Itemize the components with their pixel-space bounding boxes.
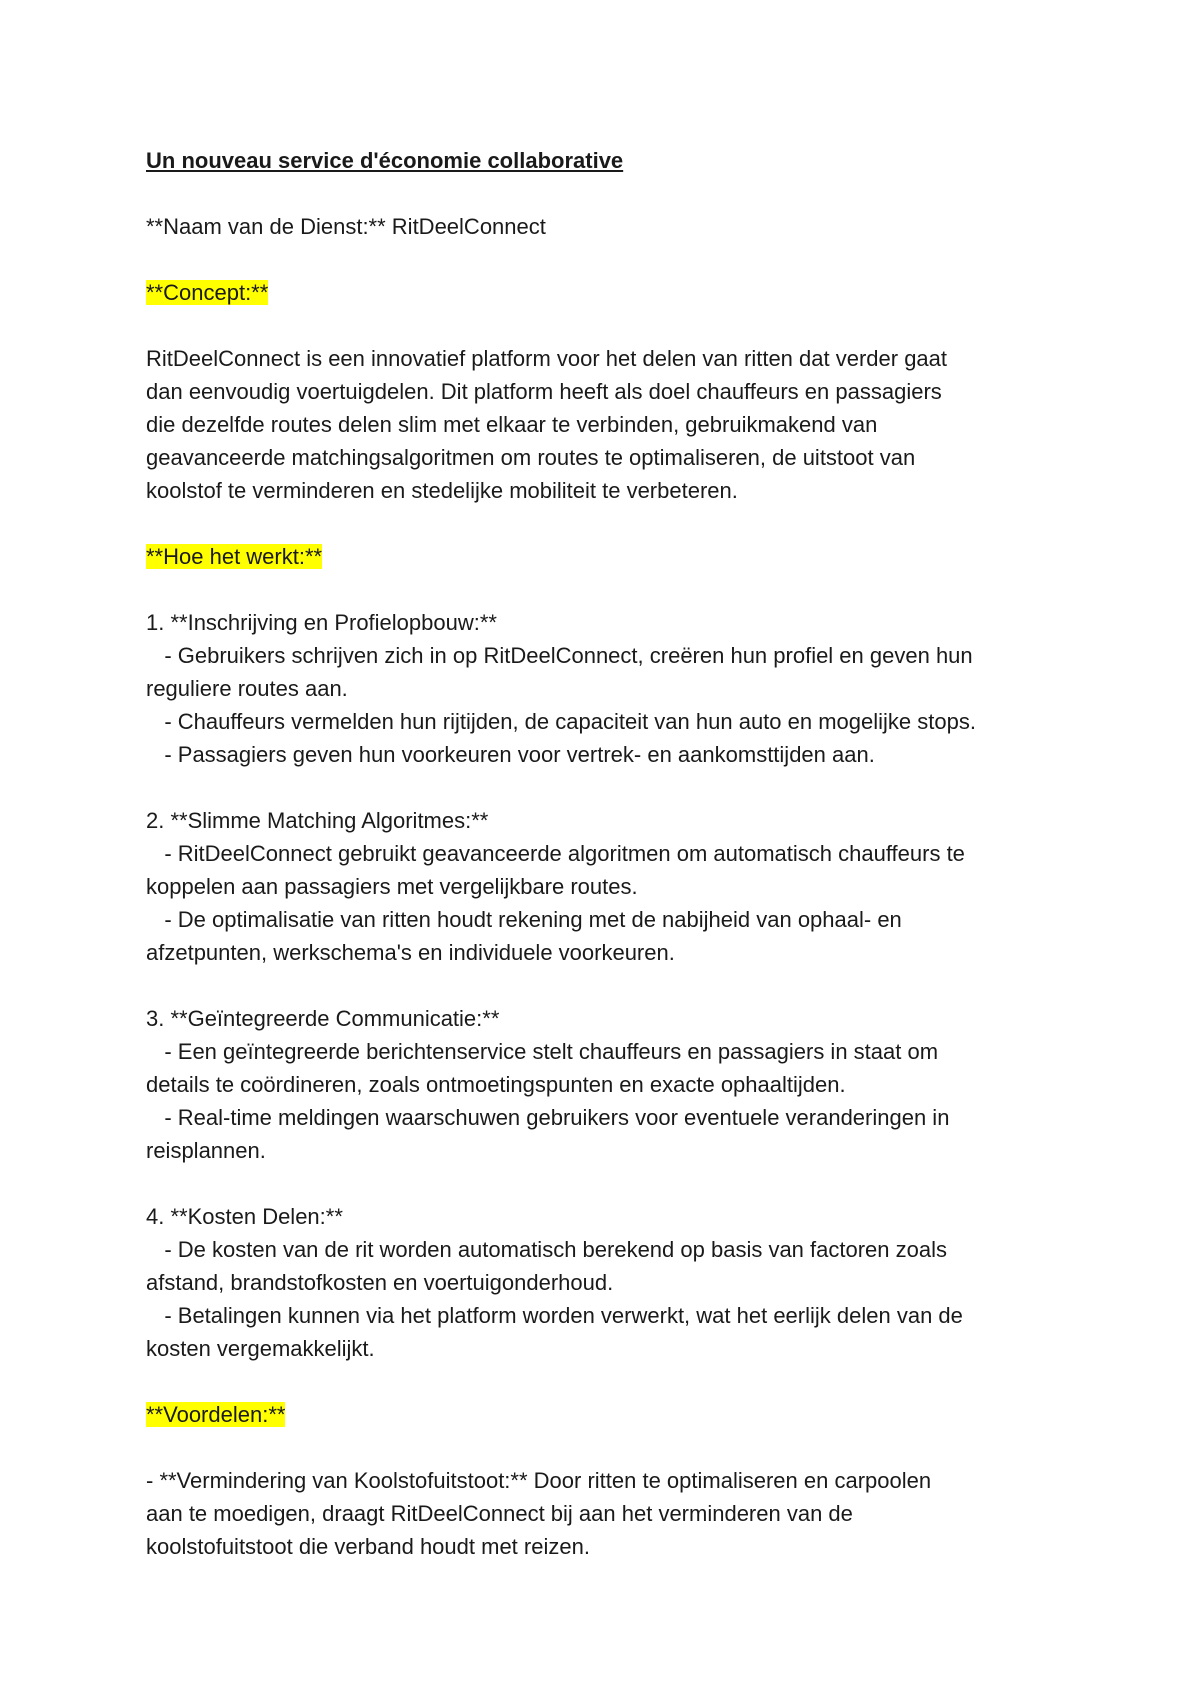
section-line: - Betalingen kunnen via het platform worden verwerkt, wat het eerlijk delen van de bbox=[146, 1303, 963, 1328]
section-line: - De kosten van de rit worden automatisch berekend op basis van factoren zoals bbox=[146, 1237, 947, 1262]
section-line: afzetpunten, werkschema's en individuele voorkeuren. bbox=[146, 940, 675, 965]
section-line: afstand, brandstofkosten en voertuigonderhoud. bbox=[146, 1270, 614, 1295]
section-title: 4. **Kosten Delen:** bbox=[146, 1204, 343, 1229]
section-registration bbox=[146, 606, 1076, 771]
concept-line: dan eenvoudig voertuigdelen. Dit platform heeft als doel chauffeurs en passagiers bbox=[146, 379, 942, 404]
section-line: - Chauffeurs vermelden hun rijtijden, de capaciteit van hun auto en mogelijke stops. bbox=[146, 709, 976, 734]
concept-line: geavanceerde matchingsalgoritmen om routes te optimaliseren, de uitstoot van bbox=[146, 445, 916, 470]
section-title: 2. **Slimme Matching Algoritmes:** bbox=[146, 808, 489, 833]
section-line: - Real-time meldingen waarschuwen gebruikers voor eventuele veranderingen in bbox=[146, 1105, 950, 1130]
section-cost-sharing bbox=[146, 1200, 1076, 1365]
section-line: - Gebruikers schrijven zich in op RitDeelConnect, creëren hun profiel en geven hun bbox=[146, 643, 973, 668]
benefits-paragraph bbox=[146, 1464, 1076, 1563]
service-name-line: **Naam van de Dienst:** RitDeelConnect bbox=[146, 214, 546, 239]
concept-heading: **Concept:** bbox=[146, 280, 269, 305]
document-page bbox=[146, 144, 1076, 1563]
section-line: - Passagiers geven hun voorkeuren voor vertrek- en aankomsttijden aan. bbox=[146, 742, 875, 767]
document-title: Un nouveau service d'économie collaborative bbox=[146, 148, 624, 173]
concept-line: koolstof te verminderen en stedelijke mobiliteit te verbeteren. bbox=[146, 478, 738, 503]
concept-paragraph bbox=[146, 342, 1076, 507]
concept-line: RitDeelConnect is een innovatief platform voor het delen van ritten dat verder gaat bbox=[146, 346, 948, 371]
section-title: 1. **Inschrijving en Profielopbouw:** bbox=[146, 610, 497, 635]
section-line: reisplannen. bbox=[146, 1138, 266, 1163]
section-line: - De optimalisatie van ritten houdt rekening met de nabijheid van ophaal- en bbox=[146, 907, 902, 932]
concept-line: die dezelfde routes delen slim met elkaar te verbinden, gebruikmakend van bbox=[146, 412, 878, 437]
section-line: details te coördineren, zoals ontmoetingspunten en exacte ophaaltijden. bbox=[146, 1072, 846, 1097]
section-title: 3. **Geïntegreerde Communicatie:** bbox=[146, 1006, 500, 1031]
section-line: koppelen aan passagiers met vergelijkbare routes. bbox=[146, 874, 638, 899]
section-matching bbox=[146, 804, 1076, 969]
benefit-line: - **Vermindering van Koolstofuitstoot:** Door ritten te optimaliseren en carpoolen bbox=[146, 1468, 932, 1493]
section-communication bbox=[146, 1002, 1076, 1167]
section-line: kosten vergemakkelijkt. bbox=[146, 1336, 375, 1361]
section-line: - Een geïntegreerde berichtenservice stelt chauffeurs en passagiers in staat om bbox=[146, 1039, 939, 1064]
section-line: reguliere routes aan. bbox=[146, 676, 348, 701]
benefit-line: aan te moedigen, draagt RitDeelConnect bij aan het verminderen van de bbox=[146, 1501, 853, 1526]
section-line: - RitDeelConnect gebruikt geavanceerde algoritmen om automatisch chauffeurs te bbox=[146, 841, 965, 866]
benefits-heading: **Voordelen:** bbox=[146, 1402, 286, 1427]
how-it-works-heading: **Hoe het werkt:** bbox=[146, 544, 323, 569]
benefit-line: koolstofuitstoot die verband houdt met reizen. bbox=[146, 1534, 590, 1559]
